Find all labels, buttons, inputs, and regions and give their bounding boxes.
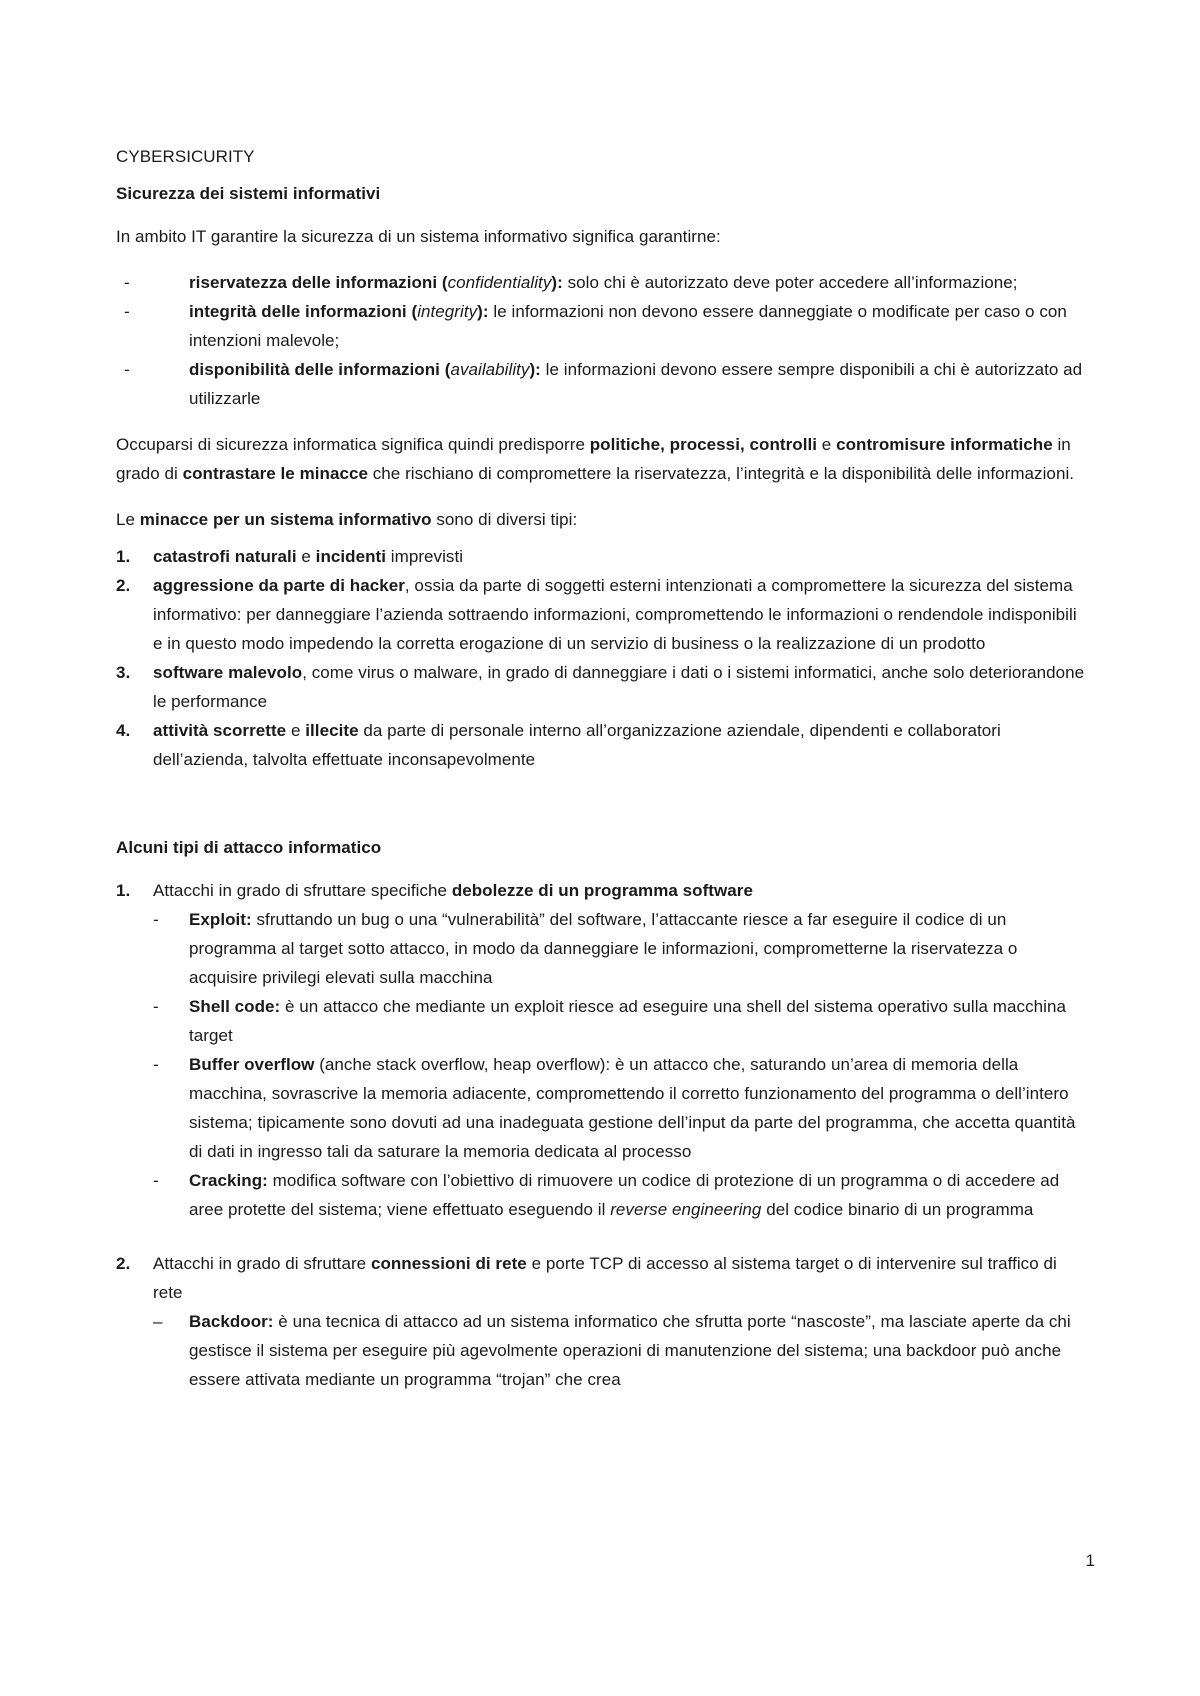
bullet-marker: - bbox=[153, 910, 159, 929]
text-run: , come virus o malware, in grado di danneggiare i dati o i sistemi informatici, anche solo deteriorandone le performance bbox=[153, 663, 1085, 711]
list-item bbox=[116, 1249, 1088, 1394]
english-term: confidentiality bbox=[447, 273, 552, 292]
list-item bbox=[116, 716, 1088, 774]
text-run: sono di diversi tipi: bbox=[431, 510, 578, 529]
bullet-marker: – bbox=[153, 1312, 163, 1331]
list-item bbox=[153, 905, 1088, 992]
bullet-marker: - bbox=[153, 1055, 159, 1074]
bold-run: software malevolo bbox=[153, 663, 303, 682]
bullet-marker: - bbox=[153, 997, 159, 1016]
list-item bbox=[116, 268, 1088, 297]
list-item bbox=[153, 1307, 1088, 1394]
definition: solo chi è autorizzato deve poter accedere all’informazione; bbox=[562, 273, 1018, 292]
definition: le informazioni non devono essere danneggiate o modificate per caso o con intenzioni malevole; bbox=[189, 302, 1067, 350]
paren: ( bbox=[406, 302, 418, 321]
italic-term: reverse engineering bbox=[610, 1200, 762, 1219]
bold-run: incidenti bbox=[315, 547, 387, 566]
paren: ): bbox=[529, 360, 541, 379]
term: Exploit: bbox=[189, 910, 252, 929]
security-definition-paragraph bbox=[116, 430, 1088, 488]
bold-run: catastrofi naturali bbox=[153, 547, 297, 566]
list-number: 4. bbox=[116, 721, 131, 740]
list-number: 1. bbox=[116, 881, 131, 900]
english-term: availability bbox=[450, 360, 530, 379]
bullet-marker: - bbox=[153, 1171, 159, 1190]
software-attacks-sublist bbox=[153, 905, 1088, 1224]
threats-intro-paragraph bbox=[116, 505, 1088, 534]
list-item bbox=[116, 542, 1088, 571]
term: Backdoor: bbox=[189, 1312, 274, 1331]
text-run: e bbox=[286, 721, 306, 740]
list-number: 2. bbox=[116, 1254, 131, 1273]
list-item bbox=[153, 1050, 1088, 1166]
bold-run: minacce per un sistema informativo bbox=[139, 510, 432, 529]
term: disponibilità delle informazioni bbox=[189, 360, 440, 379]
list-number: 1. bbox=[116, 547, 131, 566]
term: Buffer overflow bbox=[189, 1055, 315, 1074]
list-item bbox=[116, 571, 1088, 658]
bullet-marker: - bbox=[124, 360, 130, 379]
bold-run: contrastare le minacce bbox=[182, 464, 368, 483]
definition: è una tecnica di attacco ad un sistema informatico che sfrutta porte “nascoste”, ma lasciate aperte da chi gestisce il sistema per eseguire più agevolmente operazioni di manutenzione del sistema; una backdoor può anche essere attivata mediante un programma “trojan” che crea bbox=[189, 1312, 1071, 1389]
page-number: 1 bbox=[1085, 1551, 1095, 1570]
definition: è un attacco che mediante un exploit riesce ad eseguire una shell del sistema operativo sulla macchina target bbox=[189, 997, 1066, 1045]
text-run: Occuparsi di sicurezza informatica significa quindi predisporre bbox=[116, 435, 590, 454]
definition: le informazioni devono essere sempre disponibili a chi è autorizzato ad utilizzarle bbox=[189, 360, 1083, 408]
paren: ): bbox=[551, 273, 563, 292]
security-properties-list bbox=[116, 268, 1088, 413]
bullet-marker: - bbox=[124, 273, 130, 292]
bold-run: illecite bbox=[305, 721, 359, 740]
list-item bbox=[153, 1166, 1088, 1224]
bold-run: politiche, processi, controlli bbox=[589, 435, 818, 454]
text-run: imprevisti bbox=[386, 547, 464, 566]
definition: (anche stack overflow, heap overflow): è un attacco che, saturando un’area di memoria della macchina, sovrascrive la memoria adiacente, compromettendo il corretto funzionamento del programma o dell’intero sistema; tipicamente sono dovuti ad una inadeguata gestione dell’input da parte del programma, che accetta quantità di dati in ingresso tali da saturare la memoria dedicata al processo bbox=[189, 1055, 1076, 1161]
term: Cracking: bbox=[189, 1171, 268, 1190]
list-number: 2. bbox=[116, 576, 131, 595]
bold-run: contromisure informatiche bbox=[836, 435, 1053, 454]
text-run: Attacchi in grado di sfruttare specifiche bbox=[153, 881, 452, 900]
list-item bbox=[116, 876, 1088, 1224]
network-attacks-sublist bbox=[153, 1307, 1088, 1394]
list-item bbox=[153, 992, 1088, 1050]
text-run: Attacchi in grado di sfruttare bbox=[153, 1254, 371, 1273]
term: riservatezza delle informazioni bbox=[189, 273, 438, 292]
document-title: CYBERSICURITY bbox=[116, 147, 255, 166]
list-number: 3. bbox=[116, 663, 131, 682]
text-run: e bbox=[817, 435, 837, 454]
section-heading-security: Sicurezza dei sistemi informativi bbox=[116, 184, 381, 203]
text-run: e porte TCP di accesso al sistema target o di intervenire sul traffico di rete bbox=[153, 1254, 1057, 1302]
english-term: integrity bbox=[417, 302, 478, 321]
definition: del codice binario di un programma bbox=[761, 1200, 1034, 1219]
paren: ( bbox=[439, 360, 451, 379]
document-body bbox=[116, 146, 1088, 1394]
definition: modifica software con l’obiettivo di rimuovere un codice di protezione di un programma o di accedere ad aree protette del sistema; viene effettuato eseguendo il bbox=[189, 1171, 1060, 1219]
text-run: , ossia da parte di soggetti esterni intenzionati a compromettere la sicurezza del sistema informativo: per danneggiare l’azienda sottraendo informazioni, compromettendo le informazioni o rendendole indisponibili e in questo modo impedendo la corretta erogazione di un servizio di business o la realizzazione di un prodotto bbox=[153, 576, 1077, 653]
list-item bbox=[116, 355, 1088, 413]
attack-types-list bbox=[116, 876, 1088, 1394]
section-heading-attacks: Alcuni tipi di attacco informatico bbox=[116, 838, 382, 857]
bold-run: attività scorrette bbox=[153, 721, 287, 740]
bullet-marker: - bbox=[124, 302, 130, 321]
term: integrità delle informazioni bbox=[189, 302, 407, 321]
text-run: da parte di personale interno all’organizzazione aziendale, dipendenti e collaboratori dell’azienda, talvolta effettuate inconsapevolmente bbox=[153, 721, 1001, 769]
bold-run: connessioni di rete bbox=[370, 1254, 527, 1273]
text-run: Le bbox=[116, 510, 140, 529]
list-item bbox=[116, 658, 1088, 716]
definition: sfruttando un bug o una “vulnerabilità” del software, l’attaccante riesce a far eseguire il codice di un programma al target sotto attacco, in modo da danneggiare le informazioni, comprometterne la riservatezza o acquisire privilegi elevati sulla macchina bbox=[189, 910, 1018, 987]
list-item bbox=[116, 297, 1088, 355]
paren: ): bbox=[477, 302, 489, 321]
bold-run: aggressione da parte di hacker bbox=[153, 576, 405, 595]
text-run: e bbox=[296, 547, 316, 566]
paren: ( bbox=[437, 273, 448, 292]
text-run: in grado di bbox=[116, 435, 1071, 483]
intro-paragraph: In ambito IT garantire la sicurezza di un sistema informativo significa garantirne: bbox=[116, 227, 721, 246]
bold-run: debolezze di un programma software bbox=[451, 881, 753, 900]
threats-list bbox=[116, 542, 1088, 774]
text-run: che rischiano di compromettere la riservatezza, l’integrità e la disponibilità delle informazioni. bbox=[367, 464, 1075, 483]
term: Shell code: bbox=[189, 997, 281, 1016]
